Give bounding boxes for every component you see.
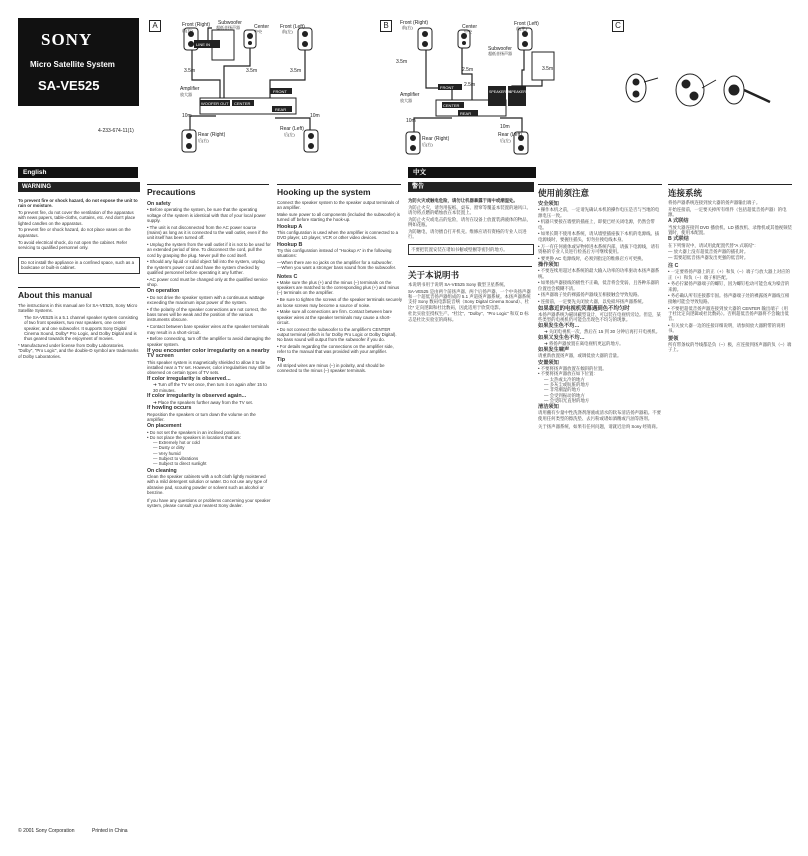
svg-text:3.5m: 3.5m [542, 66, 554, 72]
svg-text:10m: 10m [182, 113, 192, 119]
cn-about-manual-text: 本说明书用于说明 SA-VE525 Sony 微型卫星系统。 SA-VE525 是由两个前扬声器、两个后扬声器、一个中央扬声器和一个超低音扬声器组成的 5.1 声道扬声器系统。本扬声器系统支持 Sony 数码电影院音响（Sony Digital Cinema Sound）、杜比* 定向逻辑和杜比数码，因此适用于欣赏电影。 杜比实验室授权生产。"杜比"、"Dolby"、"Pro Logic" 和双 D 标志是杜比实验室的商标。 [408, 282, 531, 322]
svg-text:3.5m: 3.5m [290, 68, 302, 74]
precautions-text: On safety • Before operating the system, be sure that the operating voltage of the system is identical with that of your local power supply. • The unit is not disconnected from the AC power source (mains) as long as it is connected to the wall outlet, even if the unit itself has been turned off. • Unplug the system from the wall outlet if it is not to be used for an extended period of time. To disconnect the cord, pull the cord by grasping the plug. Never pull the cord itself. • Should any liquid or solid object fall into the system, unplug the system's power cord and have the system checked by qualified personnel before operating it any further. • AC power cord must be changed only at the qualified service shop. On operation • Do not drive the speaker system with a continuous wattage exceeding the maximum input power of the system. • If the polarity of the speaker connections are not correct, the bass tones will be weak and the position of the various instruments obscure. • Contact between bare speaker wires at the speaker terminals may result in a short-circuit. • Before connecting, turn off the amplifier to avoid damaging the speaker system. If you encounter color irregularity on a nearby TV screen This speaker system is magnetically shielded to allow it to be installed near a TV set. However, color irregularities may still be observed on certain types of TV sets. If color irregularity is observed... ➜ Turn off the TV set once, then turn it on again after 15 to 30 minutes. If color irregularity is observed again... ➜ Place the speakers further away from the TV set. If howling occurs Reposition the speakers or turn down the volume on the amplifier. On placement • Do not set the speakers in an inclined position. • Do not place the speakers in locations that are: — Extremely hot or cold — Dusty or dirty — Very humid — Subject to vibrations — Subject to direct sunlight On cleaning Clean the speaker cabinets with a soft cloth lightly moistened with a mild detergent solution or water. Do not use any type of abrasive pad, scouring powder or solvent such as alcohol or benzine. If you have any questions or problems concerning your speaker system, please consult your nearest Sony dealer. [147, 201, 271, 509]
svg-text:Center: Center [254, 24, 270, 30]
svg-text:放大器: 放大器 [180, 92, 192, 97]
cn-precautions-title: 使用前须注意 [538, 184, 662, 199]
panel-c-label: C [612, 20, 624, 32]
svg-text:Rear (Left): Rear (Left) [280, 126, 304, 132]
hookup-b-diagram [392, 18, 602, 158]
svg-text:CENTER: CENTER [443, 103, 460, 108]
svg-text:Amplifier: Amplifier [400, 92, 420, 98]
svg-text:Rear (Right): Rear (Right) [198, 132, 226, 138]
svg-text:后(左): 后(左) [284, 132, 295, 137]
svg-text:前(左): 前(左) [516, 26, 527, 31]
svg-text:3.5m: 3.5m [396, 59, 408, 65]
terminal-detail-diagram [624, 60, 774, 120]
svg-text:Front (Right): Front (Right) [400, 20, 429, 26]
svg-text:3.5m: 3.5m [184, 68, 196, 74]
svg-text:超低音扬声器: 超低音扬声器 [488, 51, 512, 56]
svg-text:中央: 中央 [254, 29, 262, 34]
svg-text:前(右): 前(右) [182, 28, 193, 33]
install-notice-box: Do not install the appliance in a confined space, such as a bookcase or built-in cabinet. [18, 257, 140, 274]
svg-text:后(左): 后(左) [500, 138, 511, 143]
cn-hookup-text: 将扬声器系统连接到放大器的扬声器输出端子。 开始连接前，一定要关掉所有组件（包括超低音扬声器）的电源。 A 式联结 当放大器连接到 DVD 播放机、LD 播放机、录像机或其他视频装置时，使用本配置。 B 式联结 在下列情况中，请试用此配置代替"A 式联结"： — 放大器上没有超低音扬声器的插孔时。 — 需要超低音扬声器发出更强的低音时。 注 C • 一定要将扬声器上的正（+）和负（–）端子与放大器上对应的正（+）和负（–）端子相匹配。 • 务必拧紧扬声器端子的螺钉，因为螺钉松动可能会成为噪音的来源。 • 务必确认所有连接都牢固。扬声器端子处的裸露扬声器线互相接触可能会导致短路。 • 不要把超低音扬声器连接到放大器的 CENTER 输出端子（用于杜比定向逻辑或杜比数码）。否则超低音扬声器将不会输出低音。 • 有关放大器一边的连接详细说明，请参阅放大器附带的说明书。 要领 所有带条纹的导线都是负（–）极，应连接到扬声器的负（–）端子上。 [668, 200, 792, 353]
model-number: SA-VE525 [38, 78, 100, 93]
printed-in: Printed in China [92, 828, 128, 834]
cn-precautions-text: 安全须知 • 操作本机之前，一定请先确认本机的操作电压是否与当地的电源电压一致。 • 机器只要接在墙壁的插座上，即使已经关闭电源，仍然会带电。 • 如果长期不使用本系统，请从墙壁插座拔下本机的电源线。拔电源线时，要握住插头，切勿拉拽电线本身。 • 万一有任何液体或异物掉进本系统内部，请拔下电源线，请有资格的专业人员进行检查后方可继续使用。 • 要更换 AC 电源线时，必须到指定的维修店方可更换。 操作须知 • 不要连续用超过本系统的最大输入功率的功率驱动本扬声器系统。 • 如果扬声器接线的极性不正确，低音将会变弱，且各种乐器的位置也会模糊不清。 • 扬声器端子处的裸露扬声器线互相接触会导致短路。 • 连接前，一定要先关闭放大器，以免损坏扬声器系统。 如果靠近的电视机荧幕遇到色不均匀时 本扬声器系统为磁屏蔽型设计，可以装在电视机旁边。但是，某些类型的电视机仍可能会出现色不均匀的现象。 如果发生色不均… ➜ 关闭电视机一次，然后在 15 到 30 分钟后再打开电视机。 如果又发生色不均… ➜ 将扬声器放置在离电视机更远的地方。 如果发生啸声 请重新放置扬声器，或调低放大器的音量。 安置须知 • 不要将扬声器放置在倾斜的位置。 • 不要将扬声器放在如下位置： — 太热或太冷的地方 — 多灰尘或肮脏的地方 — 非常潮湿的地方 — 会受到振动的地方 — 会受阳光直射的地方 清洁须知 请用蘸有少量中性洗涤剂溶液或清水的软布清洁扬声器箱。不要使用任何类型的擦洗垫、去污粉或诸如酒精或汽油等溶剂。 关于扬声器系统，如果有任何问题，请就近洽询 Sony 经销商。 [538, 201, 661, 429]
svg-text:10m: 10m [310, 113, 320, 119]
english-lang-tab: English [18, 167, 138, 178]
svg-text:SPEAKER OUT: SPEAKER OUT [509, 90, 535, 94]
part-number: 4-233-674-11(1) [98, 128, 134, 134]
svg-text:2.5m: 2.5m [464, 82, 476, 88]
svg-text:Subwoofer: Subwoofer [218, 20, 242, 26]
svg-text:REAR: REAR [460, 111, 472, 116]
svg-text:LINE IN: LINE IN [196, 42, 211, 47]
cn-hookup-title: 连接系统 [668, 184, 792, 199]
svg-text:Front (Left): Front (Left) [280, 24, 305, 30]
cn-warning-text: 为防火灾或触电危险，请勿让机器暴露于雨中或潮湿处。 为防止火灾，请勿用报纸、桌布、窗帘等覆盖本装置的通风口。请勿将点燃的蜡烛放在本装置上。 为防止火灾或电击的危险，请勿在设备上放置装满液体的物品，例如花瓶。 为防触电，请勿擅自打开机壳。维修应请有资格的专业人员进行。 [408, 198, 531, 240]
svg-text:放大器: 放大器 [400, 98, 412, 103]
about-manual-title: About this manual [18, 287, 140, 300]
svg-text:Front (Left): Front (Left) [514, 21, 539, 27]
about-manual-text: The instructions in this manual are for SA-VE525, Sony Micro Satellite Systems. The SA-VE525 is a 5.1 channel speaker system consisting of two front speakers, two rear speakers, one center speaker, and one subwoofer. It supports Sony Digital Cinema Sound, Dolby* Pro Logic, and Dolby Digital and is thus geared towards the enjoyment of movies. * Manufactured under license from Dolby Laboratories. "Dolby", "Pro Logic", and the double-D symbol are trademarks of Dolby Laboratories. [18, 303, 139, 359]
svg-text:Subwoofer: Subwoofer [488, 46, 512, 52]
svg-text:10m: 10m [406, 118, 416, 124]
cn-warning-heading: 警告 [408, 182, 534, 192]
svg-text:Rear (Right): Rear (Right) [422, 136, 450, 142]
svg-text:WOOFER OUT: WOOFER OUT [201, 101, 229, 106]
label-front-right-a: Front (Right) [182, 22, 211, 28]
panel-a-label: A [149, 20, 161, 32]
cn-about-manual-title: 关于本说明书 [408, 266, 532, 281]
svg-text:Center: Center [462, 24, 478, 30]
svg-text:Rear (Left): Rear (Left) [498, 132, 522, 138]
warning-heading: WARNING [18, 182, 140, 192]
svg-text:CENTER: CENTER [234, 101, 251, 106]
svg-text:2.5m: 2.5m [462, 67, 474, 73]
chinese-lang-tab: 中文 [408, 167, 536, 178]
precautions-title: Precautions [147, 184, 269, 197]
svg-text:3.5m: 3.5m [246, 68, 258, 74]
panel-b-label: B [380, 20, 392, 32]
cover-block [18, 18, 139, 106]
svg-text:后(右): 后(右) [198, 138, 209, 143]
svg-text:SPEAKER IN: SPEAKER IN [489, 90, 511, 94]
svg-text:FRONT: FRONT [440, 85, 454, 90]
series-name: Micro Satellite System [30, 60, 115, 69]
hookup-text: Connect the speaker system to the speaker output terminals of an amplifier. Make sure power to all components (included the subwoofer) is turned off before starting the hook-up. Hookup A This configuration is used when the amplifier is connected to a DVD player, LD player, VCR or other video devices. Hookup B Try this configuration instead of "Hookup A" in the following situations: —When there are no jacks on the amplifier for a subwoofer. —When you want a stronger bass sound from the subwoofer. Notes C • Make sure the plus (+) and the minus (–) terminals on the speakers are matched to the corresponding plus (+) and minus (–) terminals on the amplifier. • Be sure to tighten the screws of the speaker terminals securely as loose screws may become a source of noise. • Make sure all connections are firm. Contact between bare speaker wires at the speaker terminals may cause a short-circuit. • Do not connect the subwoofer to the amplifier's CENTER output terminal (which is for Dolby Pro Logic or Dolby Digital). No bass sound will output from the subwoofer if you do. • For details regarding the connections on the amplifier side, refer to the manual that was provided with your amplifier. Tip All striped wires are minus (–) in polarity, and should be connected to the minus (–) speaker terminals. [277, 200, 403, 374]
warning-text: To prevent fire or shock hazard, do not expose the unit to rain or moisture. To prevent fire, do not cover the ventilation of the apparatus with news papers, table-cloths, curtains, etc. And don't place lighted candles on the apparatus. To prevent fire or shock hazard, do not place vases on the apparatus. To avoid electrical shock, do not open the cabinet. Refer servicing to qualified personnel only. [18, 198, 138, 250]
brand-logo: SONY [41, 30, 93, 49]
svg-text:10m: 10m [500, 124, 510, 130]
svg-text:超低音扬声器: 超低音扬声器 [216, 25, 240, 30]
copyright: © 2001 Sony Corporation [18, 828, 75, 834]
hookup-title: Hooking up the system [277, 184, 401, 197]
svg-text:Amplifier: Amplifier [180, 86, 200, 92]
svg-text:中央: 中央 [464, 29, 472, 34]
svg-text:前(左): 前(左) [282, 29, 293, 34]
svg-text:REAR: REAR [275, 107, 287, 112]
hookup-a-diagram [160, 18, 380, 156]
svg-text:后(右): 后(右) [422, 142, 433, 147]
svg-text:前(右): 前(右) [402, 25, 413, 30]
cn-install-notice-box: 不要把装置安装在诸如书橱或壁橱等密封的地方。 [408, 244, 534, 255]
svg-text:FRONT: FRONT [273, 89, 287, 94]
